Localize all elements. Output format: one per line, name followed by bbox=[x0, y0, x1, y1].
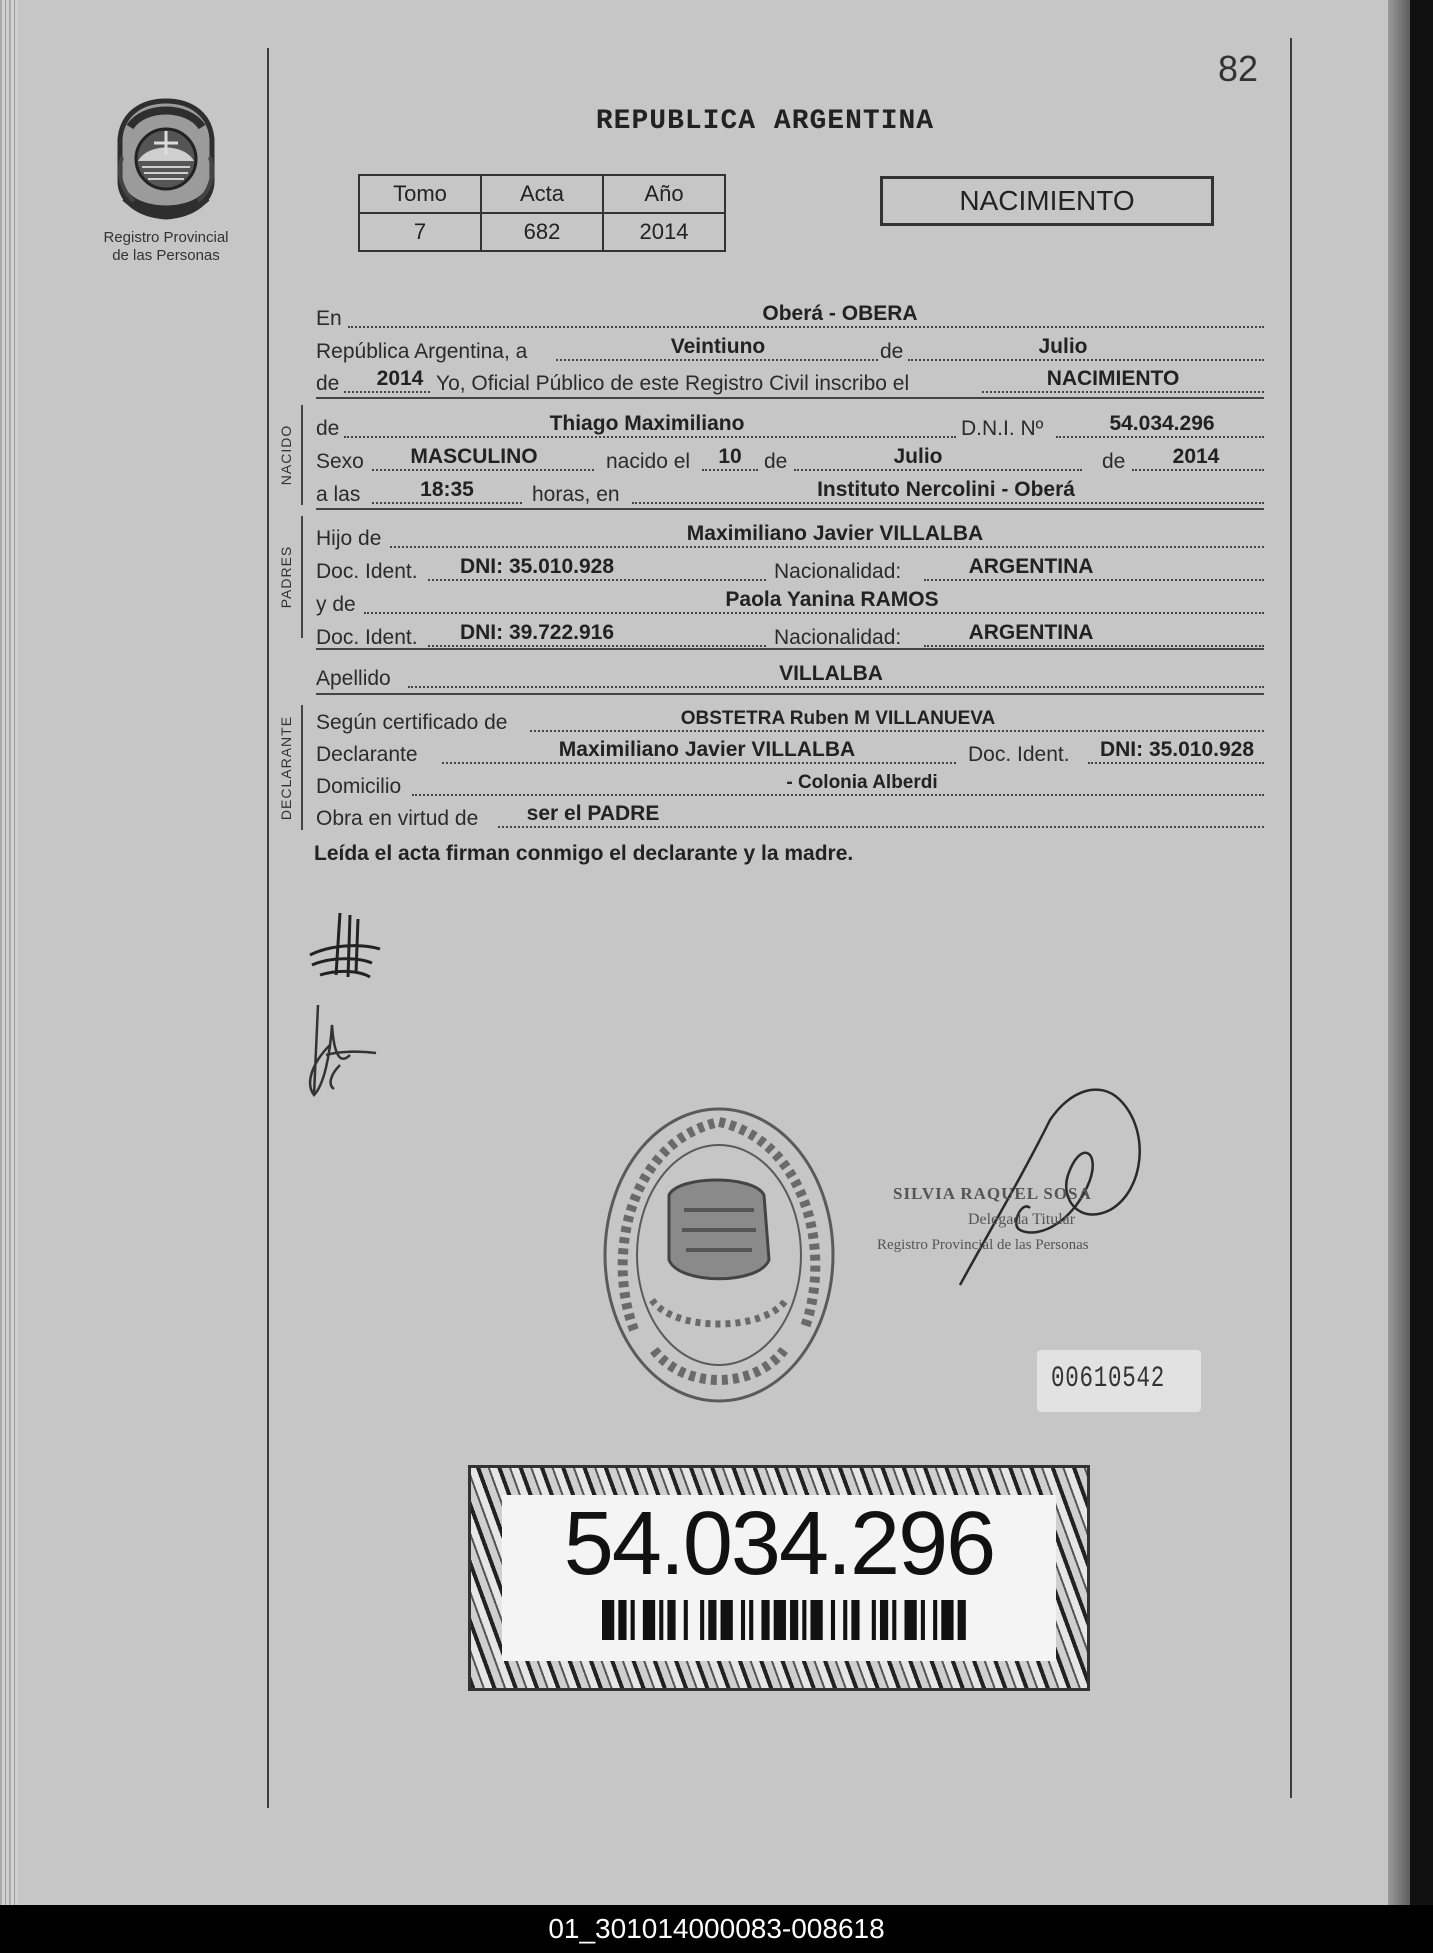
barcode-bar bbox=[774, 1600, 786, 1640]
field-domicilio: - Colonia Alberdi bbox=[786, 772, 938, 793]
barcode-bar bbox=[802, 1600, 806, 1640]
closing-text: Leída el acta firman conmigo el declarante y la madre. bbox=[314, 842, 854, 865]
label-nacionalidad: Nacionalidad: bbox=[774, 626, 902, 649]
label-de: de bbox=[1102, 450, 1126, 473]
label-y-de: y de bbox=[316, 593, 356, 616]
row-declarante bbox=[316, 736, 1264, 768]
dotted-line bbox=[702, 469, 758, 471]
barcode-bar bbox=[831, 1600, 835, 1640]
label-dni: D.N.I. Nº bbox=[961, 417, 1044, 440]
field-dia-letras: Veintiuno bbox=[670, 335, 766, 358]
label-domicilio: Domicilio bbox=[316, 775, 402, 798]
row-domicilio bbox=[316, 768, 1264, 800]
field-mes: Julio bbox=[1038, 335, 1088, 358]
row-apellido bbox=[316, 660, 1264, 692]
section-label-declarante: DECLARANTE bbox=[278, 715, 294, 821]
field-sexo: MASCULINO bbox=[410, 445, 538, 468]
field-anio: 2014 bbox=[376, 367, 424, 390]
right-margin-line bbox=[1290, 38, 1292, 1798]
field-padre-nacionalidad: ARGENTINA bbox=[968, 555, 1094, 578]
label-de: de bbox=[316, 417, 340, 440]
barcode-bar bbox=[941, 1600, 953, 1640]
dotted-line bbox=[348, 326, 1264, 328]
barcode-bar bbox=[643, 1600, 655, 1640]
misiones-crest-logo bbox=[114, 97, 218, 221]
row-nombre bbox=[316, 410, 1264, 442]
field-declarante-doc: DNI: 35.010.928 bbox=[1099, 738, 1255, 761]
field-dni: 54.034.296 bbox=[1109, 412, 1215, 435]
register-value-acta: 682 bbox=[481, 213, 603, 251]
scan-edge-right bbox=[1410, 0, 1433, 1905]
row-lugar bbox=[316, 300, 1264, 332]
label-doc-ident: Doc. Ident. bbox=[316, 560, 418, 583]
label-horas-en: horas, en bbox=[532, 483, 620, 506]
label-a-las: a las bbox=[316, 483, 361, 506]
handwritten-signatures-left bbox=[300, 905, 390, 1105]
barcode-bar bbox=[708, 1600, 716, 1640]
document-type-box: NACIMIENTO bbox=[880, 176, 1214, 226]
barcode-bar bbox=[741, 1600, 745, 1640]
barcode-bar bbox=[851, 1600, 859, 1640]
field-certificado: OBSTETRA Ruben M VILLANUEVA bbox=[680, 708, 996, 729]
label-doc-ident: Doc. Ident. bbox=[968, 743, 1070, 766]
row-madre-doc bbox=[316, 619, 1264, 651]
row-inscripcion bbox=[316, 365, 1264, 397]
label-hijo-de: Hijo de bbox=[316, 527, 382, 550]
barcode-bar bbox=[810, 1600, 822, 1640]
barcode-bar bbox=[880, 1600, 888, 1640]
dotted-line bbox=[924, 645, 1264, 647]
dotted-line bbox=[412, 794, 1264, 796]
barcode-bar bbox=[872, 1600, 876, 1640]
official-name: SILVIA RAQUEL SOSA bbox=[893, 1184, 1092, 1203]
register-table bbox=[358, 174, 726, 252]
register-header-anio: Año bbox=[603, 175, 725, 213]
dotted-line bbox=[390, 546, 1264, 548]
label-declarante: Declarante bbox=[316, 743, 418, 766]
separator bbox=[316, 397, 1264, 399]
dotted-line bbox=[344, 436, 956, 438]
label-de: de bbox=[316, 372, 340, 395]
dotted-line bbox=[1056, 436, 1264, 438]
label-doc-ident: Doc. Ident. bbox=[316, 626, 418, 649]
serial-number-label bbox=[1037, 1350, 1201, 1412]
label-de: de bbox=[880, 340, 904, 363]
section-label-padres: PADRES bbox=[278, 545, 294, 609]
label-republica: República Argentina, a bbox=[316, 340, 528, 363]
separator bbox=[316, 648, 1264, 650]
row-padre bbox=[316, 520, 1264, 552]
field-lugar-nacimiento: Instituto Nercolini - Oberá bbox=[817, 478, 1075, 501]
dotted-line bbox=[428, 645, 766, 647]
barcode-bar bbox=[958, 1600, 966, 1640]
dotted-line bbox=[372, 502, 522, 504]
barcode-bar bbox=[684, 1600, 688, 1640]
barcode bbox=[602, 1600, 974, 1640]
barcode-bar bbox=[659, 1600, 663, 1640]
register-value-anio: 2014 bbox=[603, 213, 725, 251]
register-value-tomo: 7 bbox=[359, 213, 481, 251]
serial-number: 00610542 bbox=[1051, 1362, 1166, 1396]
label-obra-en-virtud: Obra en virtud de bbox=[316, 807, 479, 830]
dotted-line bbox=[794, 469, 1082, 471]
official-registry: Registro Provincial de las Personas bbox=[877, 1237, 1089, 1253]
barcode-bar bbox=[631, 1600, 635, 1640]
field-padre-doc: DNI: 35.010.928 bbox=[459, 555, 615, 578]
registry-caption-line2: de las Personas bbox=[112, 247, 220, 264]
label-nacido-el: nacido el bbox=[606, 450, 691, 473]
section-label-nacido: NACIDO bbox=[278, 424, 294, 486]
row-fecha bbox=[316, 333, 1264, 365]
field-acto: NACIMIENTO bbox=[1046, 367, 1180, 390]
dotted-line bbox=[1132, 469, 1264, 471]
document-title: REPUBLICA ARGENTINA bbox=[595, 106, 935, 137]
dotted-line bbox=[344, 391, 430, 393]
barcode-bar bbox=[602, 1600, 614, 1640]
barcode-bar bbox=[905, 1600, 917, 1640]
row-madre bbox=[316, 586, 1264, 618]
barcode-bar bbox=[843, 1600, 847, 1640]
left-margin-line bbox=[267, 48, 269, 1808]
barcode-bar bbox=[700, 1600, 704, 1640]
dotted-line bbox=[442, 762, 956, 764]
field-nac-anio: 2014 bbox=[1172, 445, 1220, 468]
dotted-line bbox=[632, 502, 1264, 504]
row-en-virtud bbox=[316, 800, 1264, 832]
field-nac-dia: 10 bbox=[718, 445, 742, 468]
separator bbox=[316, 508, 1264, 510]
dotted-line bbox=[982, 391, 1264, 393]
field-padre: Maximiliano Javier VILLALBA bbox=[686, 522, 984, 545]
barcode-number: 54.034.296 bbox=[563, 1494, 995, 1594]
field-madre-nacionalidad: ARGENTINA bbox=[968, 621, 1094, 644]
label-en: En bbox=[316, 307, 342, 330]
dotted-line bbox=[1088, 762, 1264, 764]
field-declarante: Maximiliano Javier VILLALBA bbox=[558, 738, 856, 761]
barcode-bar bbox=[790, 1600, 798, 1640]
label-yo-oficial: Yo, Oficial Público de este Registro Civil inscribo el bbox=[436, 372, 910, 395]
row-sexo bbox=[316, 443, 1264, 475]
section-bar-declarante bbox=[301, 705, 303, 830]
registry-stamp bbox=[594, 1100, 844, 1410]
registry-caption bbox=[90, 229, 242, 265]
separator bbox=[316, 693, 1264, 695]
section-bar-nacido bbox=[301, 405, 303, 505]
row-hora bbox=[316, 476, 1264, 508]
field-lugar: Oberá - OBERA bbox=[762, 302, 918, 325]
dotted-line bbox=[364, 612, 1264, 614]
barcode-bar bbox=[921, 1600, 925, 1640]
field-apellido: VILLALBA bbox=[779, 662, 883, 685]
registry-caption-line1: Registro Provincial bbox=[103, 229, 229, 246]
field-madre-doc: DNI: 39.722.916 bbox=[459, 621, 615, 644]
field-nombre: Thiago Maximiliano bbox=[549, 412, 745, 435]
label-apellido: Apellido bbox=[316, 667, 391, 690]
field-en-virtud: ser el PADRE bbox=[526, 802, 660, 825]
label-de: de bbox=[764, 450, 788, 473]
dotted-line bbox=[530, 730, 1264, 732]
barcode-bar bbox=[667, 1600, 675, 1640]
register-header-tomo: Tomo bbox=[359, 175, 481, 213]
dotted-line bbox=[372, 469, 594, 471]
dotted-line bbox=[428, 579, 766, 581]
dotted-line bbox=[556, 359, 878, 361]
barcode-bar bbox=[892, 1600, 896, 1640]
dotted-line bbox=[924, 579, 1264, 581]
barcode-bar bbox=[933, 1600, 937, 1640]
field-hora: 18:35 bbox=[420, 478, 474, 501]
barcode-bar bbox=[618, 1600, 626, 1640]
label-nacionalidad: Nacionalidad: bbox=[774, 560, 902, 583]
barcode-bar bbox=[761, 1600, 769, 1640]
label-segun-certificado: Según certificado de bbox=[316, 711, 508, 734]
row-certificado bbox=[316, 704, 1264, 736]
page-number: 82 bbox=[1218, 48, 1259, 89]
label-sexo: Sexo bbox=[316, 450, 364, 473]
field-madre: Paola Yanina RAMOS bbox=[725, 588, 939, 611]
barcode-bar bbox=[749, 1600, 753, 1640]
scan-footer-id: 01_301014000083-008618 bbox=[548, 1913, 885, 1944]
dotted-line bbox=[908, 359, 1264, 361]
dotted-line bbox=[498, 826, 1264, 828]
dotted-line bbox=[408, 686, 1264, 688]
barcode-bar bbox=[721, 1600, 733, 1640]
section-bar-padres bbox=[301, 516, 303, 638]
official-role: Delegada Titular bbox=[968, 1211, 1076, 1228]
row-padre-doc bbox=[316, 553, 1264, 585]
register-header-acta: Acta bbox=[481, 175, 603, 213]
field-nac-mes: Julio bbox=[893, 445, 943, 468]
